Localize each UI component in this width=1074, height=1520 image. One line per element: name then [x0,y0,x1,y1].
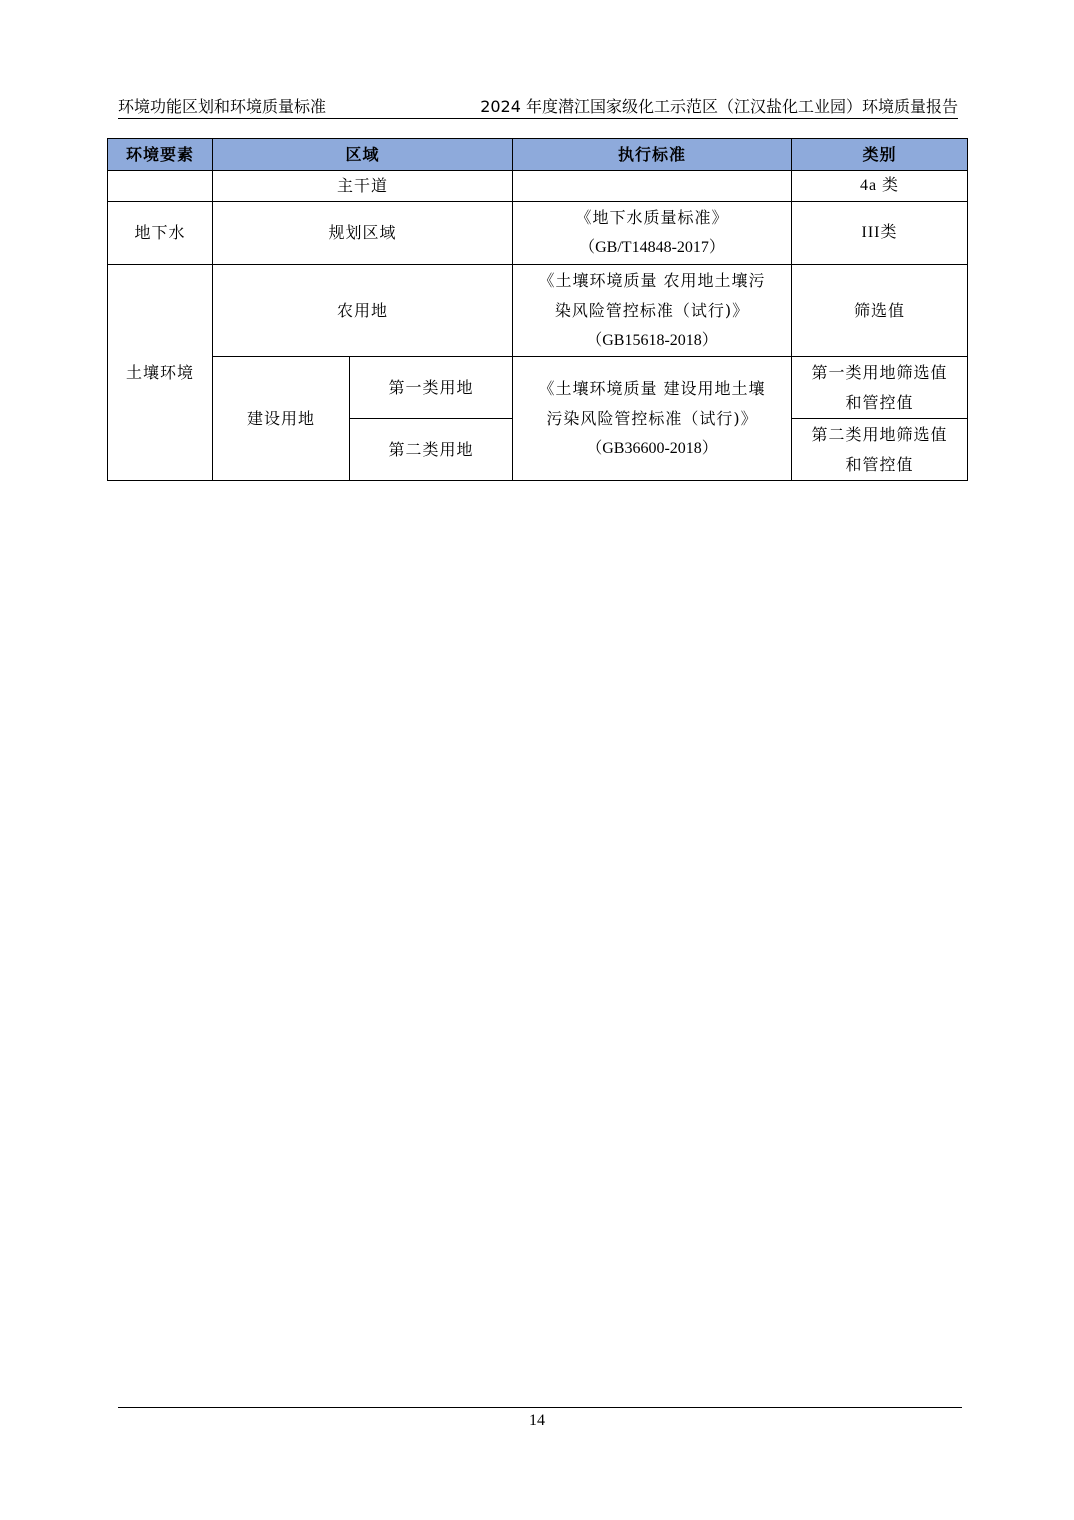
cell-standard [513,357,792,481]
footer-rule [118,1407,962,1408]
page-number: 14 [529,1412,545,1429]
page-header [118,92,958,119]
standard-line: 污染风险管控标准（试行)》 [546,408,758,428]
cell-region: 建设用地 [213,357,350,481]
header-section-title: 环境功能区划和环境质量标准 [118,97,327,116]
cell-region: 农用地 [213,265,513,357]
standard-line: 《土壤环境质量 农用地土壤污 [538,270,766,290]
table-row [108,265,968,357]
cell-category [792,419,968,481]
table-row [108,202,968,265]
category-line: 第二类用地筛选值 [811,424,948,444]
cell-element [108,171,213,202]
category-line: 和管控值 [845,454,914,474]
cell-category: 4a 类 [792,171,968,202]
header-cell-category: 类别 [792,139,968,171]
header-cell-region: 区域 [213,139,513,171]
standards-table [107,138,968,481]
standard-code: （GB/T14848-2017） [579,239,725,256]
cell-subregion: 第一类用地 [350,357,513,419]
category-line: 第一类用地筛选值 [811,362,948,382]
cell-region: 主干道 [213,171,513,202]
header-report-title: 2024 年度潜江国家级化工示范区（江汉盐化工业园）环境质量报告 [480,97,958,116]
header-cell-element: 环境要素 [108,139,213,171]
header-cell-standard: 执行标准 [513,139,792,171]
cell-subregion: 第二类用地 [350,419,513,481]
table-row [108,171,968,202]
cell-element: 地下水 [108,202,213,265]
cell-region: 规划区域 [213,202,513,265]
standard-line: 染风险管控标准（试行)》 [554,300,750,320]
cell-category: III类 [792,202,968,265]
standard-line: 《土壤环境质量 建设用地土壤 [538,378,766,398]
cell-standard [513,171,792,202]
cell-element: 土壤环境 [108,265,213,481]
category-line: 和管控值 [845,392,914,412]
standard-code: （GB15618-2018） [586,331,718,349]
table-header-row [108,139,968,171]
table-row [108,357,968,419]
cell-standard [513,265,792,357]
standard-code: （GB36600-2018） [586,439,718,457]
cell-standard [513,202,792,265]
cell-category: 筛选值 [792,265,968,357]
cell-category [792,357,968,419]
standard-line: 《地下水质量标准》 [575,208,729,227]
